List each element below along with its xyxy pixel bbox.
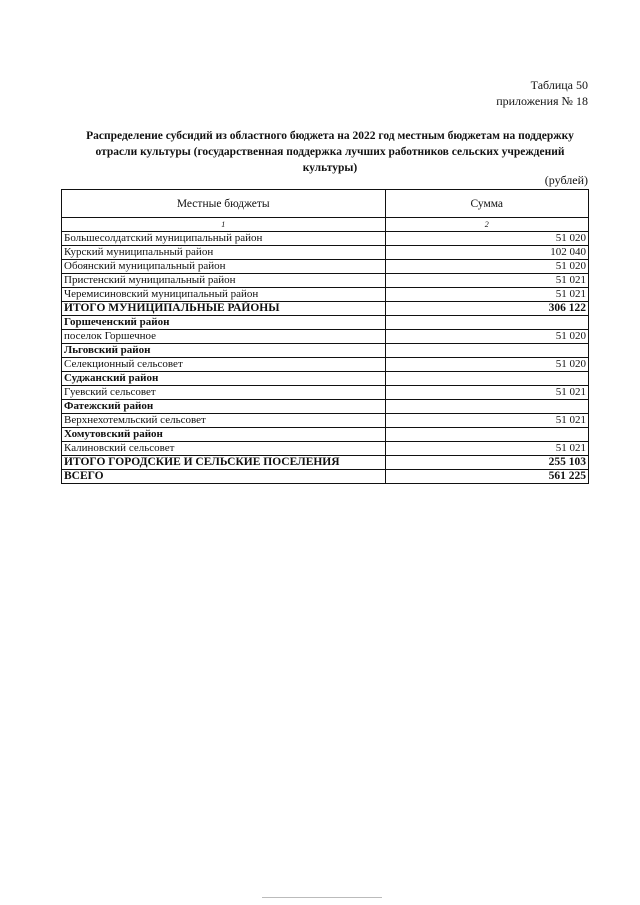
table-row	[62, 246, 589, 260]
row-name: Пристенский муниципальный район	[62, 274, 386, 288]
group-row-district	[62, 372, 589, 386]
row-value: 51 021	[385, 414, 588, 428]
row-value: 255 103	[385, 456, 588, 470]
row-value: 51 021	[385, 442, 588, 456]
subtotal-row-municipal-districts	[62, 302, 589, 316]
table-row	[62, 442, 589, 456]
row-value: 306 122	[385, 302, 588, 316]
table-row	[62, 274, 589, 288]
table-row	[62, 288, 589, 302]
column-header-amount: Сумма	[385, 190, 588, 218]
row-name: Гуевский сельсовет	[62, 386, 386, 400]
group-row-district	[62, 316, 589, 330]
row-name: Обоянский муниципальный район	[62, 260, 386, 274]
row-name: ИТОГО МУНИЦИПАЛЬНЫЕ РАЙОНЫ	[62, 302, 386, 316]
table-row	[62, 386, 589, 400]
table-header-row	[62, 190, 589, 218]
scan-edge-divider	[262, 897, 382, 898]
row-name: ВСЕГО	[62, 470, 386, 484]
row-value: 51 020	[385, 260, 588, 274]
table-row	[62, 260, 589, 274]
row-value: 51 021	[385, 288, 588, 302]
row-name: Большесолдатский муниципальный район	[62, 232, 386, 246]
row-value: 51 020	[385, 358, 588, 372]
table-row	[62, 330, 589, 344]
row-value	[385, 344, 588, 358]
table-row	[62, 358, 589, 372]
group-name: Хомутовский район	[62, 428, 386, 442]
row-value	[385, 372, 588, 386]
group-row-district	[62, 344, 589, 358]
row-name: Калиновский сельсовет	[62, 442, 386, 456]
subsidy-table	[61, 189, 589, 484]
table-reference	[496, 77, 588, 109]
table-row	[62, 232, 589, 246]
column-number-2: 2	[385, 218, 588, 232]
row-value: 51 020	[385, 330, 588, 344]
row-name: Селекционный сельсовет	[62, 358, 386, 372]
table-row	[62, 414, 589, 428]
column-number-row	[62, 218, 589, 232]
group-name: Льговский район	[62, 344, 386, 358]
document-title: Распределение субсидий из областного бюджета на 2022 год местным бюджетам на поддержку отрасли культуры (государственная поддержка лучших работников сельских учреждений культуры)	[86, 130, 574, 174]
row-name: Черемисиновский муниципальный район	[62, 288, 386, 302]
row-name: Курский муниципальный район	[62, 246, 386, 260]
row-value: 561 225	[385, 470, 588, 484]
row-name: Верхнехотемльский сельсовет	[62, 414, 386, 428]
row-name: поселок Горшечное	[62, 330, 386, 344]
column-header-budgets: Местные бюджеты	[62, 190, 386, 218]
row-name: ИТОГО ГОРОДСКИЕ И СЕЛЬСКИЕ ПОСЕЛЕНИЯ	[62, 456, 386, 470]
group-name: Горшеченский район	[62, 316, 386, 330]
appendix-label: приложения № 18	[496, 94, 588, 108]
group-name: Суджанский район	[62, 372, 386, 386]
row-value: 51 021	[385, 274, 588, 288]
row-value: 51 020	[385, 232, 588, 246]
row-value	[385, 316, 588, 330]
row-value: 51 021	[385, 386, 588, 400]
group-row-district	[62, 428, 589, 442]
table-label: Таблица 50	[530, 78, 588, 92]
group-name: Фатежский район	[62, 400, 386, 414]
row-value	[385, 400, 588, 414]
units-label: (рублей)	[544, 173, 588, 187]
group-row-district	[62, 400, 589, 414]
row-value	[385, 428, 588, 442]
column-number-1: 1	[62, 218, 386, 232]
total-row	[62, 470, 589, 484]
subtotal-row-settlements	[62, 456, 589, 470]
row-value: 102 040	[385, 246, 588, 260]
